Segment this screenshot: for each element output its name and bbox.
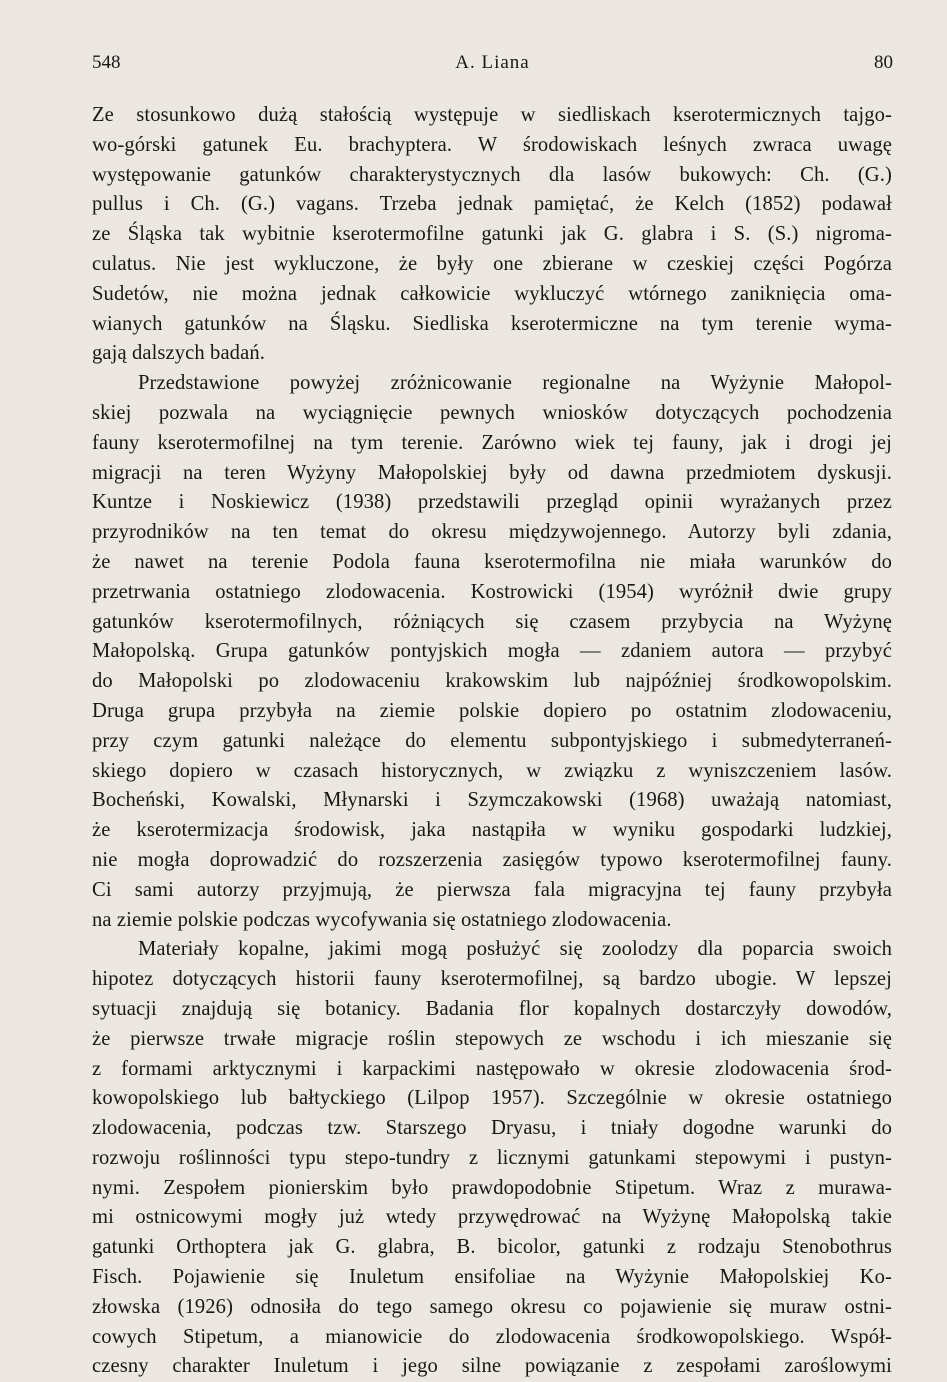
page-number-right: 80	[874, 52, 893, 73]
text-line: wo-górski gatunek Eu. brachyptera. W środowiskach leśnych zwraca uwagę	[92, 133, 892, 156]
text-line: przyrodników na ten temat do okresu międzywojennego. Autorzy byli zdania,	[92, 521, 892, 544]
text-line: migracji na teren Wyżyny Małopolskiej były od dawna przedmiotem dyskusji.	[92, 461, 892, 484]
text-line: skiego dopiero w czasach historycznych, w związku z wyniszczeniem lasów.	[92, 759, 892, 782]
text-line: Sudetów, nie można jednak całkowicie wykluczyć wtórnego zaniknięcia oma-	[92, 282, 892, 305]
text-line: Przedstawione powyżej zróżnicowanie regionalne na Wyżynie Małopol-	[138, 372, 892, 395]
text-line: do Małopolski po zlodowaceniu krakowskim lub najpóźniej środkowopolskim.	[92, 670, 892, 693]
text-line: Bocheński, Kowalski, Młynarski i Szymczakowski (1968) uważają natomiast,	[92, 789, 892, 812]
text-line: fauny kserotermofilnej na tym terenie. Zarówno wiek tej fauny, jak i drogi jej	[92, 431, 892, 454]
text-line: mi ostnicowymi mogły już wtedy przywędrować na Wyżynę Małopolską takie	[92, 1206, 892, 1229]
text-line: sytuacji znajdują się botanicy. Badania flor kopalnych dostarczyły dowodów,	[92, 997, 892, 1020]
text-line: Ci sami autorzy przyjmują, że pierwsza fala migracyjna tej fauny przybyła	[92, 878, 892, 901]
text-line: kowopolskiego lub bałtyckiego (Lilpop 1957). Szczególnie w okresie ostatniego	[92, 1087, 892, 1110]
text-line: występowanie gatunków charakterystycznych dla lasów bukowych: Ch. (G.)	[92, 163, 892, 186]
text-line: Fisch. Pojawienie się Inuletum ensifoliae na Wyżynie Małopolskiej Ko-	[92, 1266, 892, 1289]
text-line: że kserotermizacja środowisk, jaka nastąpiła w wyniku gospodarki ludzkiej,	[92, 819, 892, 842]
body-text	[92, 101, 892, 1382]
text-line: gatunki Orthoptera jak G. glabra, B. bicolor, gatunki z rodzaju Stenobothrus	[92, 1236, 892, 1259]
text-line: gatunków kserotermofilnych, różniących się czasem przybycia na Wyżynę	[92, 610, 892, 633]
text-line: rozwoju roślinności typu stepo-tundry z licznymi gatunkami stepowymi i pustyn-	[92, 1146, 892, 1169]
text-line: złowska (1926) odnosiła do tego samego okresu co pojawienie się muraw ostni-	[92, 1295, 892, 1318]
text-line: na ziemie polskie podczas wycofywania się ostatniego zlodowacenia.	[92, 908, 672, 931]
text-line: przetrwania ostatniego zlodowacenia. Kostrowicki (1954) wyróżnił dwie grupy	[92, 580, 892, 603]
text-line: Materiały kopalne, jakimi mogą posłużyć się zoolodzy dla poparcia swoich	[138, 938, 892, 961]
text-line: Małopolską. Grupa gatunków pontyjskich mogła — zdaniem autora — przybyć	[92, 640, 892, 663]
running-title: A. Liana	[455, 52, 530, 73]
page-header	[92, 52, 893, 82]
text-line: z formami arktycznymi i karpackimi następowało w okresie zlodowacenia środ-	[92, 1057, 892, 1080]
text-line: Druga grupa przybyła na ziemie polskie dopiero po ostatnim zlodowaceniu,	[92, 699, 892, 722]
text-line: hipotez dotyczących historii fauny kserotermofilnej, są bardzo ubogie. W lepszej	[92, 968, 892, 991]
text-line: przy czym gatunki należące do elementu subpontyjskiego i submedyterraneń-	[92, 729, 892, 752]
page-number-left: 548	[92, 52, 121, 73]
text-line: nymi. Zespołem pionierskim było prawdopodobnie Stipetum. Wraz z murawa-	[92, 1176, 892, 1199]
text-line: cowych Stipetum, a mianowicie do zlodowacenia środkowopolskiego. Współ-	[92, 1325, 892, 1348]
text-line: czesny charakter Inuletum i jego silne powiązanie z zespołami zaroślowymi	[92, 1355, 892, 1378]
text-line: culatus. Nie jest wykluczone, że były one zbierane w czeskiej części Pogórza	[92, 252, 892, 275]
text-line: skiej pozwala na wyciągnięcie pewnych wniosków dotyczących pochodzenia	[92, 401, 892, 424]
text-line: Kuntze i Noskiewicz (1938) przedstawili przegląd opinii wyrażanych przez	[92, 491, 892, 514]
text-line: że pierwsze trwałe migracje roślin stepowych ze wschodu i ich mieszanie się	[92, 1027, 892, 1050]
text-line: że nawet na terenie Podola fauna kserotermofilna nie miała warunków do	[92, 550, 892, 573]
text-line: gają dalszych badań.	[92, 342, 265, 365]
text-line: zlodowacenia, podczas tzw. Starszego Dryasu, i tniały dogodne warunki do	[92, 1117, 892, 1140]
text-line: nie mogła doprowadzić do rozszerzenia zasięgów typowo kserotermofilnej fauny.	[92, 848, 892, 871]
text-line: Ze stosunkowo dużą stałością występuje w siedliskach kserotermicznych tajgo-	[92, 104, 892, 126]
text-line: ze Śląska tak wybitnie kserotermofilne gatunki jak G. glabra i S. (S.) nigroma-	[92, 223, 892, 246]
text-line: pullus i Ch. (G.) vagans. Trzeba jednak pamiętać, że Kelch (1852) podawał	[92, 193, 892, 216]
text-line: wianych gatunków na Śląsku. Siedliska kserotermiczne na tym terenie wyma-	[92, 312, 892, 335]
